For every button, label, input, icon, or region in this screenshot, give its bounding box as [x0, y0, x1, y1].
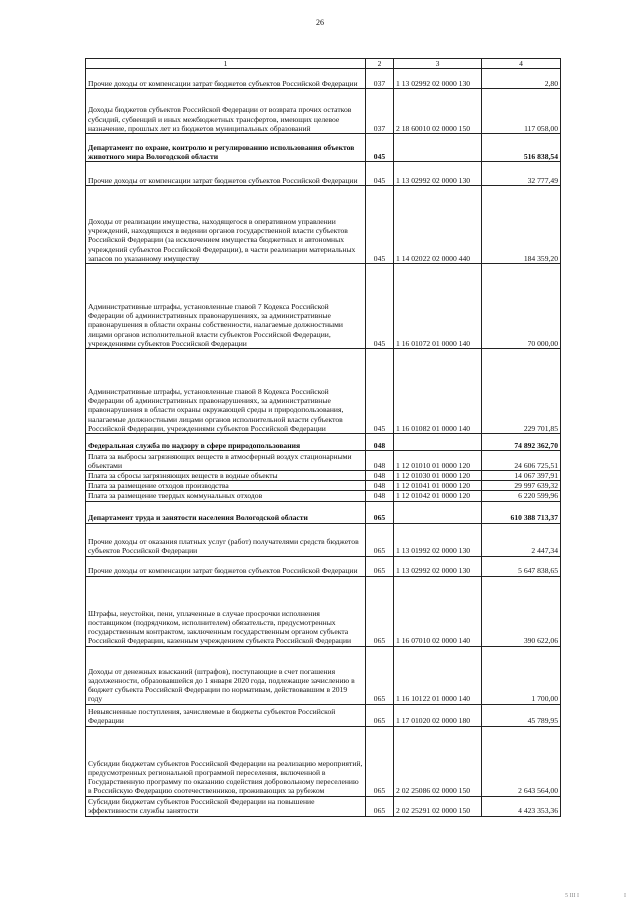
admin-code-cell: 045: [366, 264, 394, 349]
admin-code-cell: 065: [366, 796, 394, 816]
amount-cell: 24 606 725,51: [482, 451, 561, 471]
admin-code-cell: 037: [366, 89, 394, 134]
amount-cell: 117 058,00: [482, 89, 561, 134]
admin-code-cell: 065: [366, 501, 394, 523]
amount-cell: 45 789,95: [482, 704, 561, 726]
admin-code-cell: 045: [366, 134, 394, 162]
table-row: [86, 264, 561, 349]
income-name-cell: Доходы от реализации имущества, находящегося в оперативном управлении учреждений, находящихся в ведении органов государственной власти субъектов Российской Федерации (за исключением имущества бюджетных и автономных учреждений субъектов Российской Федерации), в части реализации материальных запасов по указанному имуществу: [86, 186, 366, 264]
income-name-cell: Плата за выбросы загрязняющих веществ в атмосферный воздух стационарными объектами: [86, 451, 366, 471]
amount-cell: 4 423 353,36: [482, 796, 561, 816]
income-name-cell: Департамент труда и занятости населения Вологодской области: [86, 501, 366, 523]
table-row: [86, 349, 561, 434]
budget-code-cell: 1 17 01020 02 0000 180: [394, 704, 482, 726]
amount-cell: 29 997 639,32: [482, 481, 561, 491]
table-row: [86, 481, 561, 491]
admin-code-cell: 065: [366, 576, 394, 646]
income-name-cell: Субсидии бюджетам субъектов Российской Федерации на повышение эффективности службы занятости: [86, 796, 366, 816]
admin-code-cell: 065: [366, 556, 394, 576]
table-row: [86, 186, 561, 264]
admin-code-cell: 048: [366, 451, 394, 471]
budget-code-cell: 2 02 25291 02 0000 150: [394, 796, 482, 816]
admin-code-cell: 037: [366, 69, 394, 89]
budget-code-cell: 1 12 01010 01 0000 120: [394, 451, 482, 471]
income-name-cell: Федеральная служба по надзору в сфере природопользования: [86, 434, 366, 451]
budget-code-cell: 1 14 02022 02 0000 440: [394, 186, 482, 264]
income-name-cell: Прочие доходы от компенсации затрат бюджетов субъектов Российской Федерации: [86, 162, 366, 186]
admin-code-cell: 048: [366, 434, 394, 451]
table-row: [86, 434, 561, 451]
column-header-4: 4: [482, 59, 561, 69]
income-name-cell: Доходы от денежных взысканий (штрафов), поступающие в счет погашения задолженности, образовавшейся до 1 января 2020 года, подлежащие зачислению в бюджет субъекта Российской Федерации по нормативам, действовавшим в 2019 году: [86, 646, 366, 704]
budget-code-cell: 1 16 10122 01 0000 140: [394, 646, 482, 704]
table-row: [86, 556, 561, 576]
table-row: [86, 796, 561, 816]
amount-cell: 229 701,85: [482, 349, 561, 434]
table-row: [86, 576, 561, 646]
page-number: 26: [316, 18, 324, 27]
admin-code-cell: 048: [366, 491, 394, 501]
table-row: [86, 523, 561, 556]
table-row: [86, 704, 561, 726]
budget-code-cell: 1 13 02992 02 0000 130: [394, 556, 482, 576]
income-name-cell: Прочие доходы от компенсации затрат бюджетов субъектов Российской Федерации: [86, 69, 366, 89]
income-name-cell: Штрафы, неустойки, пени, уплаченные в случае просрочки исполнения поставщиком (подрядчиком, исполнителем) обязательств, предусмотренных государственным контрактом, заключенным государственным органом субъекта Российской Федерации, казенным учреждением субъекта Российской Федерации: [86, 576, 366, 646]
amount-cell: 6 220 599,96: [482, 491, 561, 501]
amount-cell: 184 359,20: [482, 186, 561, 264]
income-name-cell: Невыясненные поступления, зачисляемые в бюджеты субъектов Российской Федерации: [86, 704, 366, 726]
table-row: [86, 162, 561, 186]
footer-mark-right: I: [624, 893, 626, 899]
admin-code-cell: 048: [366, 471, 394, 481]
table-row: [86, 471, 561, 481]
admin-code-cell: 065: [366, 523, 394, 556]
budget-code-cell: [394, 501, 482, 523]
table-row: [86, 89, 561, 134]
budget-code-cell: 1 13 02992 02 0000 130: [394, 69, 482, 89]
budget-code-cell: 1 16 07010 02 0000 140: [394, 576, 482, 646]
income-name-cell: Административные штрафы, установленные главой 7 Кодекса Российской Федерации об административных правонарушениях, за административные правонарушения в области охраны собственности, налагаемые должностными лицами органов исполнительной власти субъектов Российской Федерации, учреждениями субъектов Российской Федерации: [86, 264, 366, 349]
budget-code-cell: 1 13 02992 02 0000 130: [394, 162, 482, 186]
amount-cell: 610 388 713,37: [482, 501, 561, 523]
budget-code-cell: 1 12 01041 01 0000 120: [394, 481, 482, 491]
revenue-table: [85, 58, 561, 817]
budget-code-cell: 2 18 60010 02 0000 150: [394, 89, 482, 134]
admin-code-cell: 045: [366, 349, 394, 434]
column-header-1: 1: [86, 59, 366, 69]
income-name-cell: Прочие доходы от компенсации затрат бюджетов субъектов Российской Федерации: [86, 556, 366, 576]
admin-code-cell: 045: [366, 162, 394, 186]
table-row: [86, 726, 561, 796]
column-header-row: [86, 59, 561, 69]
income-name-cell: Плата за сбросы загрязняющих веществ в водные объекты: [86, 471, 366, 481]
income-name-cell: Плата за размещение твердых коммунальных отходов: [86, 491, 366, 501]
admin-code-cell: 048: [366, 481, 394, 491]
amount-cell: 5 647 838,65: [482, 556, 561, 576]
budget-code-cell: 2 02 25086 02 0000 150: [394, 726, 482, 796]
table-row: [86, 646, 561, 704]
amount-cell: 2 447,34: [482, 523, 561, 556]
budget-code-cell: 1 12 01042 01 0000 120: [394, 491, 482, 501]
amount-cell: 516 838,54: [482, 134, 561, 162]
budget-code-cell: 1 13 01992 02 0000 130: [394, 523, 482, 556]
admin-code-cell: 065: [366, 704, 394, 726]
amount-cell: 2,80: [482, 69, 561, 89]
budget-code-cell: 1 12 01030 01 0000 120: [394, 471, 482, 481]
column-header-2: 2: [366, 59, 394, 69]
income-name-cell: Доходы бюджетов субъектов Российской Федерации от возврата прочих остатков субсидий, субвенций и иных межбюджетных трансфертов, имеющих целевое назначение, прошлых лет из бюджетов муниципальных образований: [86, 89, 366, 134]
table-row: [86, 69, 561, 89]
table-row: [86, 451, 561, 471]
income-name-cell: Административные штрафы, установленные главой 8 Кодекса Российской Федерации об административных правонарушениях, за административные правонарушения в области охраны окружающей среды и природопользования, налагаемые должностными лицами органов исполнительной власти субъектов Российской Федерации, учреждениями субъектов Российской Федерации: [86, 349, 366, 434]
budget-code-cell: 1 16 01072 01 0000 140: [394, 264, 482, 349]
column-header-3: 3: [394, 59, 482, 69]
amount-cell: 390 622,06: [482, 576, 561, 646]
amount-cell: 14 067 397,91: [482, 471, 561, 481]
income-name-cell: Департамент по охране, контролю и регулированию использования объектов животного мира Вологодской области: [86, 134, 366, 162]
budget-code-cell: [394, 134, 482, 162]
income-name-cell: Прочие доходы от оказания платных услуг (работ) получателями средств бюджетов субъектов Российской Федерации: [86, 523, 366, 556]
amount-cell: 74 892 362,70: [482, 434, 561, 451]
table-row: [86, 491, 561, 501]
table-row: [86, 134, 561, 162]
amount-cell: 32 777,49: [482, 162, 561, 186]
admin-code-cell: 065: [366, 646, 394, 704]
admin-code-cell: 065: [366, 726, 394, 796]
budget-code-cell: [394, 434, 482, 451]
amount-cell: 2 643 564,00: [482, 726, 561, 796]
amount-cell: 70 000,00: [482, 264, 561, 349]
table-row: [86, 501, 561, 523]
budget-code-cell: 1 16 01082 01 0000 140: [394, 349, 482, 434]
footer-mark-left: 5 III I: [565, 893, 579, 899]
admin-code-cell: 045: [366, 186, 394, 264]
income-name-cell: Плата за размещение отходов производства: [86, 481, 366, 491]
income-name-cell: Субсидии бюджетам субъектов Российской Федерации на реализацию мероприятий, предусмотренных региональной программой переселения, включенной в Государственную программу по оказанию содействия добровольному переселению в Российскую Федерацию соотечественников, проживающих за рубежом: [86, 726, 366, 796]
amount-cell: 1 700,00: [482, 646, 561, 704]
